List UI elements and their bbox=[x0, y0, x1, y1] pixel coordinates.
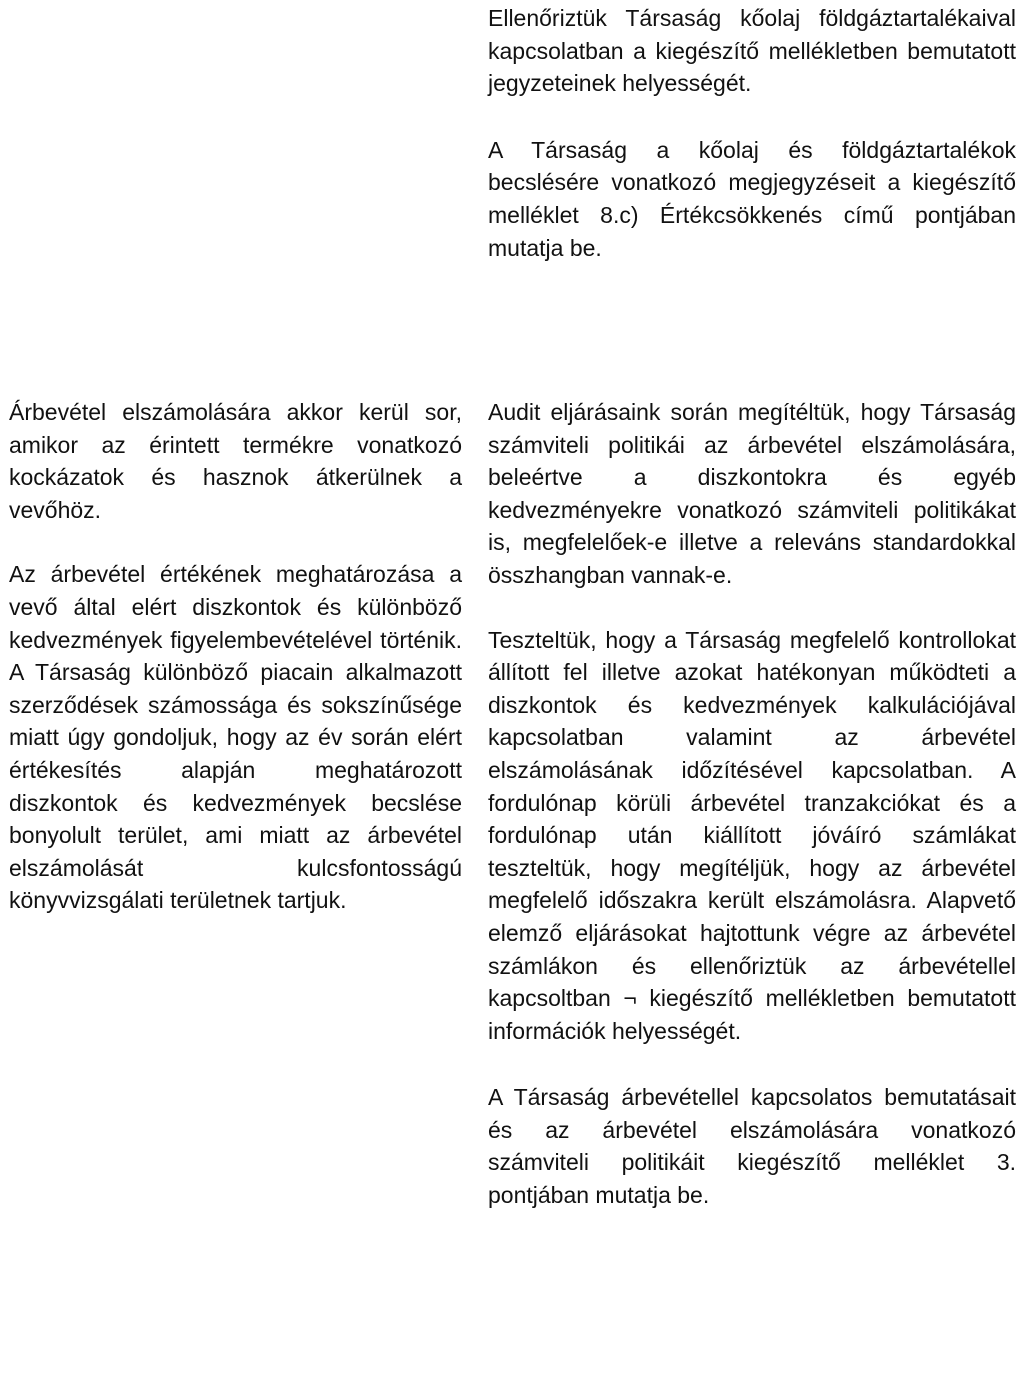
paragraph: Az árbevétel értékének meghatározása a vevő által elért diszkontok és különböző kedvezmények figyelembevételével történik. A Társaság különböző piacain alkalmazott szerződések számossága és sokszínűsége miatt úgy gondoljuk, hogy az év során elért értékesítés alapján meghatározott diszkontok és kedvezmények becslése bonyolult terület, ami miatt az árbevétel elszámolását kulcsfontosságú könyvvizsgálati területnek tartjuk. bbox=[9, 561, 462, 914]
paragraph: Árbevétel elszámolására akkor kerül sor, amikor az érintett termékre vonatkozó kockázatok és hasznok átkerülnek a vevőhöz. bbox=[9, 399, 462, 523]
paragraph: A Társaság a kőolaj és földgáztartalékok becslésére vonatkozó megjegyzéseit a kiegészítő melléklet 8.c) Értékcsökkenés című pontjában mutatja be. bbox=[488, 136, 1016, 261]
paragraph: Teszteltük, hogy a Társaság megfelelő kontrollokat állított fel illetve azokat hatékonyan működteti a diszkontok és kedvezmények kalkulációjával kapcsolatban valamint az árbevétel elszámolásának időzítésével kapcsolatban. A fordulónap körüli árbevétel tranzakciókat és a fordulónap után kiállított jóváíró számlákat teszteltük, hogy megítéljük, hogy az árbevétel megfelelő időszakra került elszámolásra. Alapvető elemző eljárásokat hajtottunk végre az árbevétel számlákon és ellenőriztük az árbevétellel kapcsoltban ¬ kiegészítő mellékletben bemutatott információk helyességét. bbox=[488, 626, 1016, 1044]
paragraph: Audit eljárásaink során megítéltük, hogy Társaság számviteli politikái az árbevétel elszámolására, beleértve a diszkontokra és egyéb kedvezményekre vonatkozó számviteli politikákat is, megfelelőek-e illetve a releváns standardokkal összhangban vannak-e. bbox=[488, 399, 1016, 588]
right-column-text bbox=[488, 396, 1016, 1212]
top-right-text-block bbox=[488, 2, 1016, 264]
left-column-text bbox=[9, 396, 462, 917]
paragraph: Ellenőriztük Társaság kőolaj földgáztartalékaival kapcsolatban a kiegészítő mellékletben bemutatott jegyzeteinek helyességét. bbox=[488, 5, 1016, 97]
paragraph: A Társaság árbevétellel kapcsolatos bemutatásait és az árbevétel elszámolására vonatkozó számviteli politikáit kiegészítő melléklet 3. pontjában mutatja be. bbox=[488, 1084, 1016, 1209]
